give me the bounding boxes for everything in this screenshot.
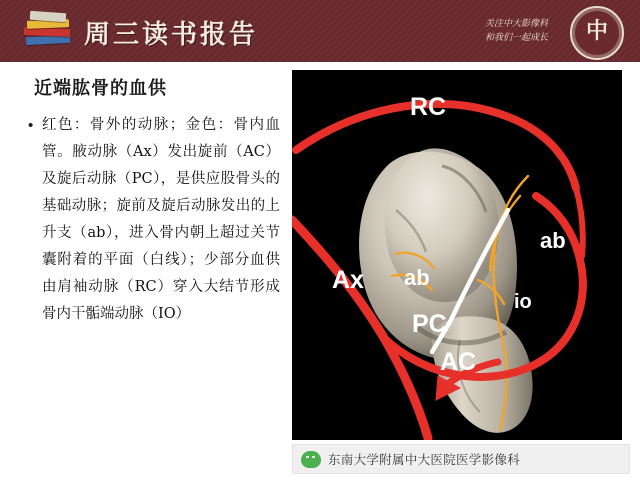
figure-label-rc: RC (410, 93, 447, 121)
university-seal-icon: 中 (570, 6, 624, 60)
header-title: 周三读书报告 (84, 20, 259, 50)
body-content (28, 112, 280, 328)
header-subtitle-line1: 关注中大影像科 (484, 18, 548, 28)
bullet-marker: • (28, 117, 34, 134)
figure-svg (292, 70, 622, 440)
figure-label-ab-right: ab (540, 228, 566, 253)
figure-label-ac: AC (440, 348, 477, 376)
bullet-text: 红色：骨外的动脉；金色：骨内血管。腋动脉（Ax）发出旋前（AC）及旋后动脉（PC），是供应股骨头的基础动脉；旋前及旋后动脉发出的上升支（ab），进入骨内朝上超过关节囊附着的平面（白线）；少部分血供由肩袖动脉（RC）穿入大结节形成骨内干骺端动脉（IO） (42, 117, 280, 322)
figure-label-ax: Ax (332, 266, 364, 294)
page-title: 近端肱骨的血供 (34, 78, 167, 99)
figure-label-io: io (514, 291, 532, 313)
figure-label-ab-left: ab (404, 265, 430, 290)
book-icon-red (24, 27, 70, 37)
figure-label-pc: PC (412, 310, 447, 338)
bullet-item (28, 112, 280, 328)
stacked-books-logo (24, 10, 72, 52)
anatomy-figure (292, 70, 622, 440)
header-subtitle-line2: 和我们一起成长 (484, 32, 548, 42)
header-subtitle (428, 16, 548, 44)
wechat-icon (301, 451, 321, 468)
footer-text: 东南大学附属中大医院医学影像科 (328, 452, 521, 467)
header-banner (0, 0, 640, 62)
footer-bar (292, 444, 630, 474)
